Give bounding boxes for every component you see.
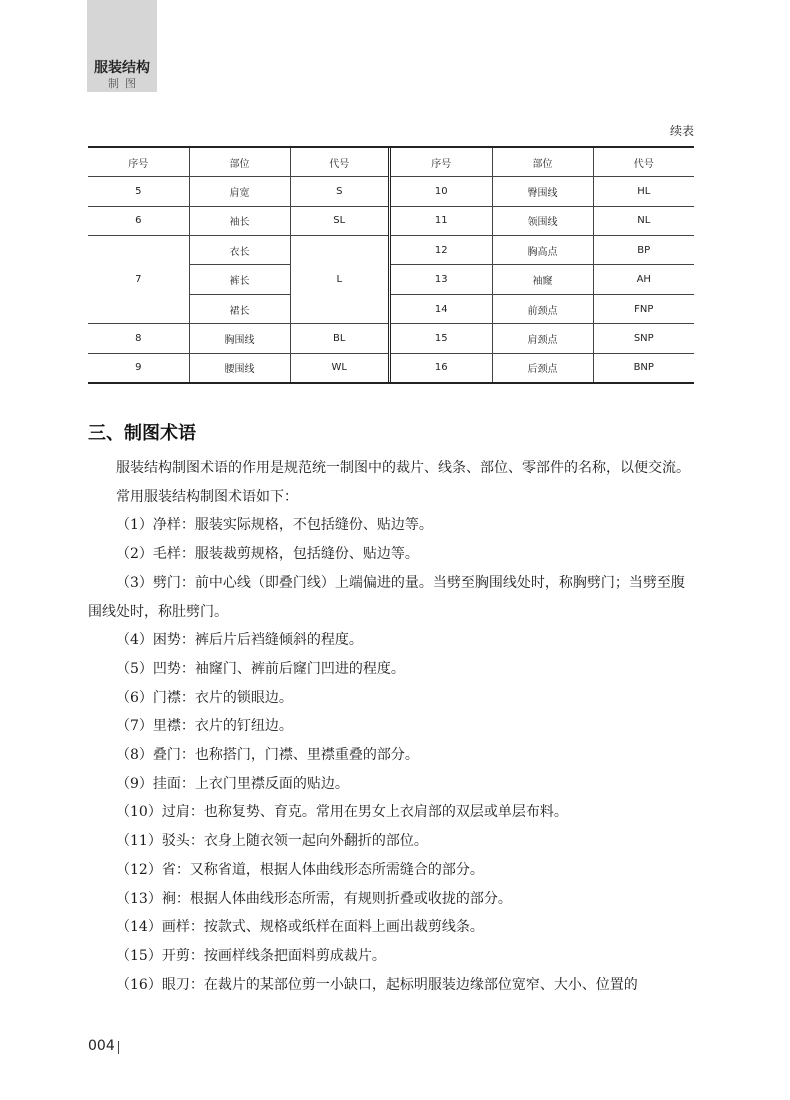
cell-code: AH — [593, 265, 694, 294]
table-row — [88, 324, 388, 353]
body-text — [88, 454, 696, 999]
term-item: （7）里襟：衣片的钉纽边。 — [116, 718, 293, 735]
cell-code: HL — [593, 177, 694, 206]
table-left-half — [88, 148, 388, 382]
cell-no: 5 — [88, 177, 189, 206]
cell-code: BP — [593, 236, 694, 265]
table-header-row — [391, 148, 694, 177]
cell-no: 13 — [391, 265, 492, 294]
page-number-divider — [118, 1041, 119, 1054]
paragraph: 常用服装结构制图术语如下： — [116, 488, 298, 505]
cell-code: NL — [593, 206, 694, 235]
table-row — [391, 236, 694, 265]
cell-part: 肩颈点 — [492, 324, 593, 353]
cell-part: 臀围线 — [492, 177, 593, 206]
table-row — [391, 324, 694, 353]
cell-part: 肩宽 — [189, 177, 290, 206]
cell-part: 裤长 — [189, 265, 290, 294]
term-item: （4）困势：裤后片后裆缝倾斜的程度。 — [116, 632, 363, 649]
term-item: （13）裥：根据人体曲线形态所需，有规则折叠或收拢的部分。 — [116, 890, 512, 907]
cell-no: 10 — [391, 177, 492, 206]
cell-part: 领围线 — [492, 206, 593, 235]
term-item: （16）眼刀：在裁片的某部位剪一小缺口，起标明服装边缘部位宽窄、大小、位置的 — [116, 976, 638, 993]
cell-part: 胸围线 — [189, 324, 290, 353]
cell-no: 15 — [391, 324, 492, 353]
chapter-subtitle: 制图 — [108, 77, 142, 90]
cell-part: 衣长 — [189, 236, 290, 265]
chapter-title: 服装结构 — [94, 60, 150, 76]
term-item: （15）开剪：按画样线条把面料剪成裁片。 — [116, 947, 386, 964]
table-row — [391, 294, 694, 323]
page-number: 004 — [88, 1038, 115, 1054]
chapter-header — [87, 0, 157, 92]
term-item: （9）挂面：上衣门里襟反面的贴边。 — [116, 775, 349, 792]
term-item: （8）叠门：也称搭门，门襟、里襟重叠的部分。 — [116, 747, 419, 764]
table-row — [88, 353, 388, 382]
header-cell: 序号 — [391, 148, 492, 177]
cell-no: 8 — [88, 324, 189, 353]
table-row — [391, 177, 694, 206]
term-item: （5）凹势：袖窿门、裤前后窿门凹进的程度。 — [116, 660, 405, 677]
cell-code: SL — [290, 206, 388, 235]
table-row — [88, 236, 388, 265]
header-cell: 代号 — [593, 148, 694, 177]
table-row — [391, 206, 694, 235]
cell-code: BL — [290, 324, 388, 353]
cell-no: 12 — [391, 236, 492, 265]
continued-label: 续表 — [669, 124, 694, 138]
cell-no: 7 — [88, 236, 189, 324]
cell-no: 14 — [391, 294, 492, 323]
table-right-half — [391, 148, 694, 382]
term-item: （11）驳头：衣身上随衣领一起向外翻折的部位。 — [116, 833, 428, 850]
table-row — [88, 206, 388, 235]
measurement-code-table — [88, 146, 694, 384]
cell-no: 9 — [88, 353, 189, 382]
section-heading: 三、制图术语 — [88, 423, 196, 444]
cell-part: 袖长 — [189, 206, 290, 235]
cell-part: 胸高点 — [492, 236, 593, 265]
term-item: （10）过肩：也称复势、育克。常用在男女上衣肩部的双层或单层布料。 — [116, 804, 568, 821]
cell-code: S — [290, 177, 388, 206]
cell-part: 裙长 — [189, 294, 290, 323]
cell-code: BNP — [593, 353, 694, 382]
term-item: （12）省：又称省道，根据人体曲线形态所需缝合的部分。 — [116, 861, 484, 878]
table-row — [88, 177, 388, 206]
cell-part: 前颈点 — [492, 294, 593, 323]
term-item: （3）劈门：前中心线（即叠门线）上端偏进的量。当劈至胸围线处时，称胸劈门；当劈至腹围线处时，称肚劈门。 — [88, 574, 685, 620]
table-row — [391, 353, 694, 382]
term-item: （6）门襟：衣片的锁眼边。 — [116, 689, 293, 706]
cell-code: FNP — [593, 294, 694, 323]
header-cell: 代号 — [290, 148, 388, 177]
header-cell: 序号 — [88, 148, 189, 177]
cell-part: 腰围线 — [189, 353, 290, 382]
term-item: （14）画样：按款式、规格或纸样在面料上画出裁剪线条。 — [116, 919, 484, 936]
table-row — [391, 265, 694, 294]
cell-no: 11 — [391, 206, 492, 235]
cell-code: L — [290, 236, 388, 324]
header-cell: 部位 — [492, 148, 593, 177]
cell-part: 后颈点 — [492, 353, 593, 382]
cell-code: SNP — [593, 324, 694, 353]
term-item: （2）毛样：服装裁剪规格，包括缝份、贴边等。 — [116, 546, 419, 563]
term-item: （1）净样：服装实际规格，不包括缝份、贴边等。 — [116, 517, 433, 534]
header-cell: 部位 — [189, 148, 290, 177]
cell-no: 6 — [88, 206, 189, 235]
cell-no: 16 — [391, 353, 492, 382]
cell-code: WL — [290, 353, 388, 382]
paragraph: 服装结构制图术语的作用是规范统一制图中的裁片、线条、部位、零部件的名称，以便交流。 — [116, 460, 690, 476]
table-header-row — [88, 148, 388, 177]
cell-part: 袖窿 — [492, 265, 593, 294]
